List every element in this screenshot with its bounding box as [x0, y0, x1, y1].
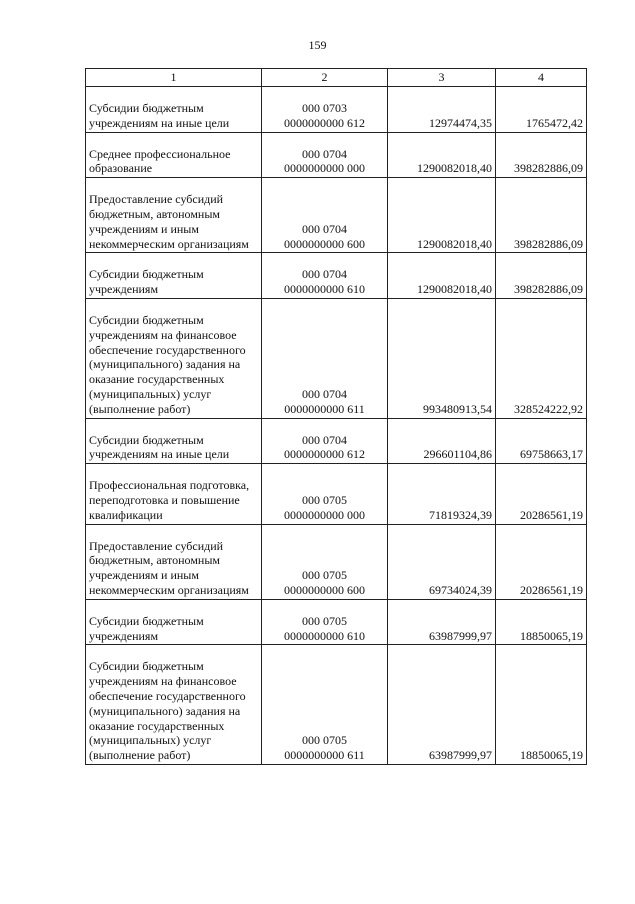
row-code-section: 000 0704 [302, 267, 347, 282]
row-code-target: 0000000000 612 [284, 447, 365, 462]
row-code-cell [262, 645, 388, 765]
row-code-cell [262, 524, 388, 599]
table-row [86, 418, 587, 464]
row-code-target: 0000000000 610 [284, 282, 365, 297]
row-col3-value: 1290082018,40 [388, 253, 496, 299]
table-row [86, 253, 587, 299]
row-code-section: 000 0704 [302, 432, 347, 447]
row-name-cell [86, 524, 262, 599]
row-code-section: 000 0705 [302, 733, 347, 748]
row-name: Субсидии бюджетным учреждениям на иные цели [89, 432, 230, 462]
table-body [86, 87, 587, 765]
row-name: Субсидии бюджетным учреждениям [89, 267, 204, 297]
header-col-1: 1 [86, 69, 262, 87]
row-name: Среднее профессиональное образование [89, 146, 231, 176]
row-code-target: 0000000000 611 [284, 401, 365, 416]
row-code-cell [262, 298, 388, 418]
header-col-3: 3 [388, 69, 496, 87]
row-col3-value: 71819324,39 [388, 464, 496, 524]
row-name-cell [86, 418, 262, 464]
table-row [86, 599, 587, 645]
row-name: Субсидии бюджетным учреждениям на иные цели [89, 101, 230, 130]
header-col-4: 4 [496, 69, 587, 87]
row-col4-value: 18850065,19 [496, 599, 587, 645]
row-col4-value: 20286561,19 [496, 524, 587, 599]
table-row [86, 87, 587, 133]
row-code-section: 000 0705 [302, 492, 347, 507]
row-code-target: 0000000000 610 [284, 628, 365, 643]
row-code-section: 000 0704 [302, 386, 347, 401]
row-code-section: 000 0704 [302, 146, 347, 161]
table-row [86, 132, 587, 178]
table-row [86, 645, 587, 765]
row-col4-value: 398282886,09 [496, 178, 587, 253]
row-name-cell [86, 132, 262, 178]
row-col4-value: 69758663,17 [496, 418, 587, 464]
header-col-2: 2 [262, 69, 388, 87]
row-name-cell [86, 645, 262, 765]
row-col3-value: 63987999,97 [388, 599, 496, 645]
row-col3-value: 993480913,54 [388, 298, 496, 418]
row-col4-value: 398282886,09 [496, 253, 587, 299]
row-col4-value: 18850065,19 [496, 645, 587, 765]
row-col4-value: 20286561,19 [496, 464, 587, 524]
row-code-section: 000 0703 [302, 101, 347, 115]
row-col3-value: 296601104,86 [388, 418, 496, 464]
table-row [86, 524, 587, 599]
header-row [86, 69, 587, 87]
row-code-target: 0000000000 000 [284, 161, 365, 176]
row-name: Субсидии бюджетным учреждениям на финансовое обеспечение государственного (муниципального) задания на оказание государственных (муниципальных) услуг (выполнение работ) [89, 659, 246, 763]
row-col3-value: 1290082018,40 [388, 132, 496, 178]
row-code-cell [262, 418, 388, 464]
table-row [86, 464, 587, 524]
row-col3-value: 1290082018,40 [388, 178, 496, 253]
budget-table [85, 68, 587, 765]
row-name: Субсидии бюджетным учреждениям на финансовое обеспечение государственного (муниципального) задания на оказание государственных (муниципальных) услуг (выполнение работ) [89, 312, 246, 416]
row-code-section: 000 0704 [302, 221, 347, 236]
row-code-target: 0000000000 600 [284, 582, 365, 597]
row-code-cell [262, 464, 388, 524]
row-name-cell [86, 253, 262, 299]
row-code-target: 0000000000 000 [284, 507, 365, 522]
row-name-cell [86, 298, 262, 418]
row-code-cell [262, 253, 388, 299]
row-name-cell [86, 87, 262, 133]
row-code-target: 0000000000 600 [284, 236, 365, 251]
row-name: Предоставление субсидий бюджетным, автономным учреждениям и иным некоммерческим организациям [89, 192, 249, 251]
row-name-cell [86, 599, 262, 645]
row-name: Субсидии бюджетным учреждениям [89, 613, 204, 643]
row-name: Профессиональная подготовка, переподготовка и повышение квалификации [89, 478, 250, 522]
row-col4-value: 1765472,42 [496, 87, 587, 133]
row-code-cell [262, 87, 388, 133]
row-name-cell [86, 464, 262, 524]
row-code-target: 0000000000 611 [284, 748, 365, 763]
row-name-cell [86, 178, 262, 253]
page-number: 159 [308, 38, 327, 52]
row-code-section: 000 0705 [302, 568, 347, 583]
row-code-target: 0000000000 612 [284, 115, 365, 130]
table-row [86, 298, 587, 418]
row-col3-value: 12974474,35 [388, 87, 496, 133]
row-name: Предоставление субсидий бюджетным, автономным учреждениям и иным некоммерческим организациям [89, 538, 249, 597]
row-col3-value: 63987999,97 [388, 645, 496, 765]
row-code-cell [262, 132, 388, 178]
row-col4-value: 328524222,92 [496, 298, 587, 418]
row-code-cell [262, 178, 388, 253]
row-col4-value: 398282886,09 [496, 132, 587, 178]
table-row [86, 178, 587, 253]
row-code-cell [262, 599, 388, 645]
row-col3-value: 69734024,39 [388, 524, 496, 599]
table-header [86, 69, 587, 87]
row-code-section: 000 0705 [302, 613, 347, 628]
